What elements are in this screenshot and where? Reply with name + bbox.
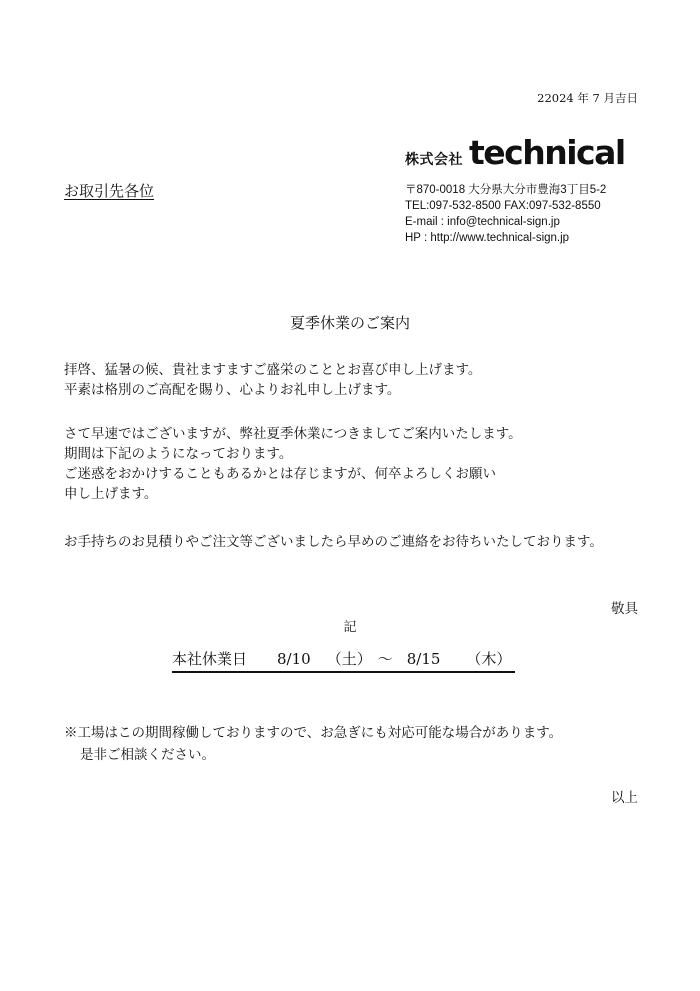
paragraph-line: 平素は格別のご高配を賜り、心よりお礼申し上げます。 [64, 382, 401, 398]
company-homepage: HP : http://www.technical-sign.jp [405, 232, 570, 244]
holiday-end-weekday: （木） [466, 650, 512, 668]
company-address: 〒870-0018 大分県大分市豊海3丁目5-2 [405, 184, 607, 196]
company-email: E-mail : info@technical-sign.jp [405, 216, 560, 228]
note-line: ※工場はこの期間稼働しておりますので、お急ぎにも対応可能な場合があります。 [64, 725, 563, 741]
holiday-range-separator: ～ [377, 650, 393, 668]
paragraph-request [64, 532, 603, 552]
company-logo [405, 133, 625, 172]
paragraph-line: 申し上げます。 [64, 486, 158, 502]
ki-mark: 記 [343, 620, 357, 635]
company-info [405, 133, 625, 246]
paragraph-announcement [64, 424, 522, 504]
holiday-start-weekday: （土） [326, 650, 372, 668]
holiday-start-date: 8/10 [277, 650, 311, 668]
paragraph-line: お手持ちのお見積りやご注文等ございましたら早めのご連絡をお待ちいたしております。 [64, 534, 603, 550]
paragraph-greeting [64, 360, 481, 400]
holiday-label: 本社休業日 [172, 650, 248, 668]
factory-note [64, 722, 562, 766]
paragraph-line: 期間は下記のようになっております。 [64, 446, 293, 462]
company-contact [405, 182, 625, 246]
company-prefix: 株式会社 [405, 152, 463, 168]
paragraph-line: ご迷惑をおかけすることもあるかとは存じますが、何卒よろしくお願い [64, 466, 496, 482]
paragraph-line: 拝啓、猛暑の候、貴社ますますご盛栄のこととお喜び申し上げます。 [64, 362, 482, 378]
holiday-period [172, 648, 515, 673]
company-telfax: TEL:097-532-8500 FAX:097-532-8550 [405, 200, 601, 212]
closing-keigu: 敬具 [611, 601, 638, 617]
end-mark: 以上 [611, 790, 638, 806]
note-line: 是非ご相談ください。 [80, 747, 215, 763]
document-subject: 夏季休業のご案内 [289, 314, 410, 332]
company-brand: technical [469, 133, 625, 172]
holiday-end-date: 8/15 [406, 650, 441, 668]
recipient-line: お取引先各位 [64, 182, 155, 200]
document-date: 22024 年 7 月吉日 [537, 91, 638, 105]
paragraph-line: さて早速ではございますが、弊社夏季休業につきましてご案内いたします。 [64, 426, 522, 442]
